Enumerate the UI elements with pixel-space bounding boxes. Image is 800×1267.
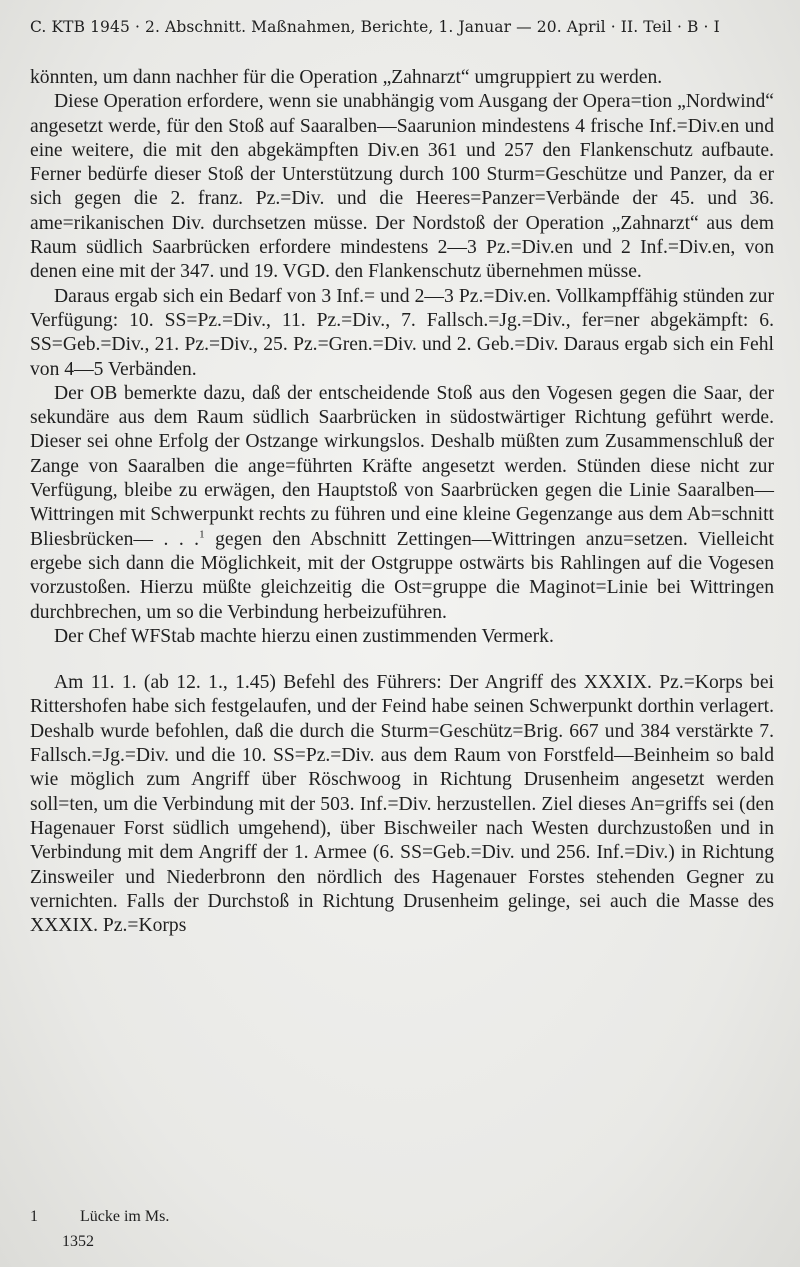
footnote-reference: 1 bbox=[199, 528, 205, 541]
paragraph-4-part-1: Der OB bemerkte dazu, daß der entscheidende Stoß aus den Vogesen gegen die Saar, der sekundäre aus dem Raum südlich Saarbrücken in südostwärtiger Richtung geführt werde. Dieser sei ohne Erfolg der Ostzange wirkungslos. Deshalb müßten zum Zusammenschluß der Zange von Saaralben die ange=führten Kräfte angesetzt werden. Stünden diese nicht zur Verfügung, bleibe zu erwägen, den Hauptstoß von Saarbrücken gegen die Linie Saaralben—Wittringen mit Schwerpunkt rechts zu führen und eine kleine Gegenzange aus dem Ab=schnitt Bliesbrücken— . . . bbox=[30, 382, 774, 550]
running-header: C. KTB 1945 · 2. Abschnitt. Maßnahmen, Berichte, 1. Januar — 20. April · II. Teil · B · I bbox=[30, 18, 720, 36]
paragraph-3: Daraus ergab sich ein Bedarf von 3 Inf.= und 2—3 Pz.=Div.en. Vollkampffähig stünden zur Verfügung: 10. SS=Pz.=Div., 11. Pz.=Div., 7. Fallsch.=Jg.=Div., fer=ner abgekämpft: 6. SS=Geb.=Div., 21. Pz.=Div., 25. Pz.=Gren.=Div. und 2. Geb.=Div. Daraus ergab sich ein Fehl von 4—5 Verbänden. bbox=[30, 285, 774, 380]
footnote bbox=[30, 1208, 169, 1226]
footnote-text: Lücke im Ms. bbox=[80, 1208, 170, 1225]
footnote-number: 1 bbox=[30, 1208, 38, 1225]
paragraph-6: Am 11. 1. (ab 12. 1., 1.45) Befehl des Führers: Der Angriff des XXXIX. Pz.=Korps bei Rittershofen habe sich festgelaufen, und der Feind habe seinen Schwerpunkt dorthin verlagert. Deshalb wurde befohlen, daß die durch die Sturm=Geschütz=Brig. 667 und 384 verstärkte 7. Fallsch.=Jg.=Div. und die 10. SS=Pz.=Div. aus dem Raum von Forstfeld—Beinheim so bald wie möglich zum Angriff über Röschwoog in Richtung Drusenheim angesetzt werden soll=ten, um die Verbindung mit der 503. Inf.=Div. herzustellen. Ziel dieses An=griffs sei (den Hagenauer Forst südlich umgehend), über Bischweiler nach Westen durchzustoßen und in Verbindung mit dem Angriff der 1. Armee (6. SS=Geb.=Div. und 256. Inf.=Div.) in Richtung Zinsweiler und Niederbronn den nördlich des Hagenauer Forstes stehenden Gegner zu vernichten. Falls der Durchstoß in Richtung Drusenheim gelinge, sei auch die Masse des XXXIX. Pz.=Korps bbox=[30, 672, 774, 937]
paragraph-4 bbox=[30, 382, 774, 625]
paragraph-2: Diese Operation erfordere, wenn sie unabhängig vom Ausgang der Opera=tion „Nordwind“ angesetzt werde, für den Stoß auf Saaralben—Saarunion mindestens 4 frische Inf.=Div.en und eine weitere, die mit den abgekämpften Div.en 361 und 257 den Flankenschutz aufbaute. Ferner bedürfe dieser Stoß der Unterstützung durch 100 Sturm=Geschütze und Panzer, da er sich gegen die 2. franz. Pz.=Div. und die Heeres=Panzer=Verbände der 45. und 36. ame=rikanischen Div. durchsetzen müsse. Der Nordstoß der Operation „Zahnarzt“ aus dem Raum südlich Saarbrücken erfordere mindestens 2—3 Pz.=Div.en und 2 Inf.=Div.en, von denen eine mit der 347. und 19. VGD. den Flankenschutz übernehmen müsse. bbox=[30, 91, 774, 283]
paragraph-5: Der Chef WFStab machte hierzu einen zustimmenden Vermerk. bbox=[54, 625, 554, 647]
page-number: 1352 bbox=[62, 1233, 94, 1250]
paragraph-4-part-2: gegen den Abschnitt Zettingen—Wittringen anzu=setzen. Vielleicht ergebe sich dann die Möglichkeit, mit der Ostgruppe ostwärts bis Rahlingen auf die Vogesen vorzustoßen. Hierzu müßte gleichzeitig die Ost=gruppe die Maginot=Linie bei Wittringen durchbrechen, um so die Verbindung herbeizuführen. bbox=[30, 528, 775, 623]
body-text bbox=[30, 66, 774, 938]
paragraph-1: könnten, um dann nachher für die Operation „Zahnarzt“ umgruppiert zu werden. bbox=[30, 67, 663, 88]
